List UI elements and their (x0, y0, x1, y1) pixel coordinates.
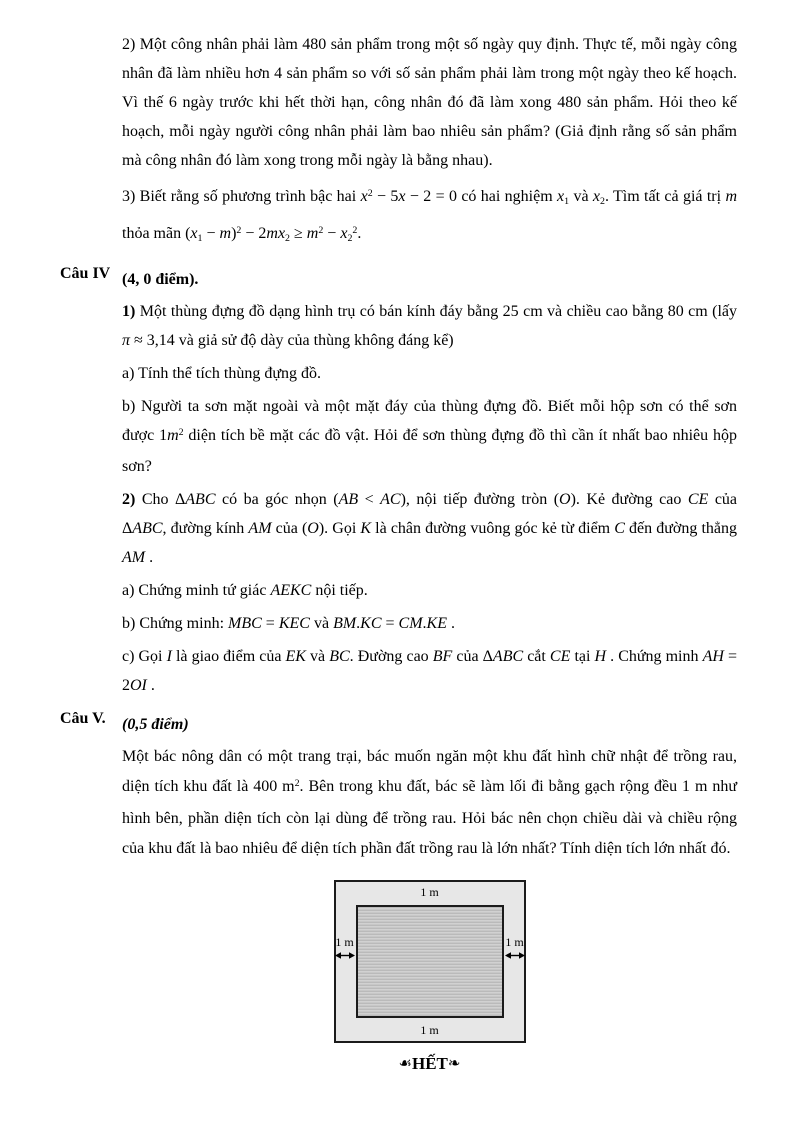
problem-iv-2a: a) Chứng minh tứ giác AEKC nội tiếp. (122, 582, 368, 599)
left-width-arrow-icon (335, 951, 355, 960)
problem-iv-2c: c) Gọi I là giao điểm của EK và BC. Đường cao BF của ΔABC cắt CE tại H . Chứng minh AH = 2OI . (122, 648, 737, 694)
figure-right-label: 1 m (505, 935, 524, 949)
right-width-arrow-icon (505, 951, 525, 960)
garden-figure-outer-rect (334, 880, 526, 1043)
section-cau-iv-content (122, 259, 737, 704)
intro-problems-section (60, 30, 737, 259)
figure-bottom-label: 1 m (420, 1023, 439, 1037)
section-points-cau-iv: (4, 0 điểm). (122, 271, 199, 288)
end-text: HẾT (411, 1054, 448, 1074)
section-label-cau-v: Câu V. (60, 710, 106, 727)
end-marker (122, 1053, 737, 1074)
section-label-spacer (60, 30, 122, 259)
figure-top-label: 1 m (420, 885, 439, 899)
intro-problems-content (122, 30, 737, 259)
ornament-right-icon: ❧ (447, 1055, 461, 1072)
figure-left-label: 1 m (335, 935, 354, 949)
ornament-left-icon: ☙ (398, 1055, 412, 1072)
section-cau-v (60, 704, 737, 1074)
problem-iv-1: 1) Một thùng đựng đồ dạng hình trụ có bán kính đáy bằng 25 cm và chiều cao bằng 80 cm (lấy π ≈ 3,14 và giả sử độ dày của thùng không đáng kể) (122, 303, 738, 349)
problem-iv-1a: a) Tính thể tích thùng đựng đồ. (122, 365, 322, 382)
problem-v-text: Một bác nông dân có một trang trại, bác muốn ngăn một khu đất hình chữ nhật để trồng rau, diện tích khu đất là 400 $m^2$. Bên trong khu đất, bác sẽ làm lối đi bằng gạch rộng đều 1 m như hình bên, phần diện tích còn lại dùng để trồng rau. Hỏi bác nên chọn chiều dài và chiều rộng của khu đất là bao nhiêu để diện tích phần đất trồng rau là lớn nhất? Tính diện tích lớn nhất đó. (122, 748, 737, 857)
figure-right-dimension (504, 936, 526, 960)
section-cau-v-content (122, 704, 737, 1074)
figure-left-dimension (334, 936, 356, 960)
problem-iv-1b: b) Người ta sơn mặt ngoài và một mặt đáy của thùng đựng đồ. Biết mỗi hộp sơn có thể sơn được $1m^2$ diện tích bề mặt các đồ vật. Hỏi để sơn thùng đựng đồ thì cần ít nhất bao nhiêu hộp sơn? (122, 398, 737, 475)
section-label-cau-iv: Câu IV (60, 265, 111, 282)
problem-2-worker: 2) Một công nhân phải làm 480 sản phẩm trong một số ngày quy định. Thực tế, mỗi ngày công nhân đã làm nhiều hơn 4 sản phẩm so với số sản phẩm phải làm trong một ngày theo kế hoạch. Vì thế 6 ngày trước khi hết thời hạn, công nhân đó đã làm xong 480 sản phẩm. Hỏi theo kế hoạch, mỗi ngày người công nhân phải làm bao nhiêu sản phẩm? (Giả định rằng số sản phẩm mà công nhân đó làm xong trong mỗi ngày là bằng nhau). (122, 36, 737, 169)
garden-figure-inner-rect (356, 905, 504, 1018)
section-points-cau-v: (0,5 điểm) (122, 716, 189, 733)
problem-iv-2b: b) Chứng minh: MBC = KEC và BM.KC = CM.KE . (122, 615, 455, 632)
section-cau-iv (60, 259, 737, 704)
garden-figure (122, 880, 737, 1043)
problem-iv-2: 2) Cho ΔABC có ba góc nhọn (AB < AC), nội tiếp đường tròn (O). Kẻ đường cao CE của ΔABC, đường kính AM của (O). Gọi K là chân đường vuông góc kẻ từ điểm C đến đường thẳng AM . (122, 491, 738, 566)
problem-3-quadratic: 3) Biết rằng số phương trình bậc hai $x^2 - 5x - 2 = 0$ có hai nghiệm x1 và x2. Tìm tất cả giá trị m thỏa mãn $(x1 - m)^2 - 2mx2 \ge m^2 - x2^2$. (122, 187, 737, 244)
